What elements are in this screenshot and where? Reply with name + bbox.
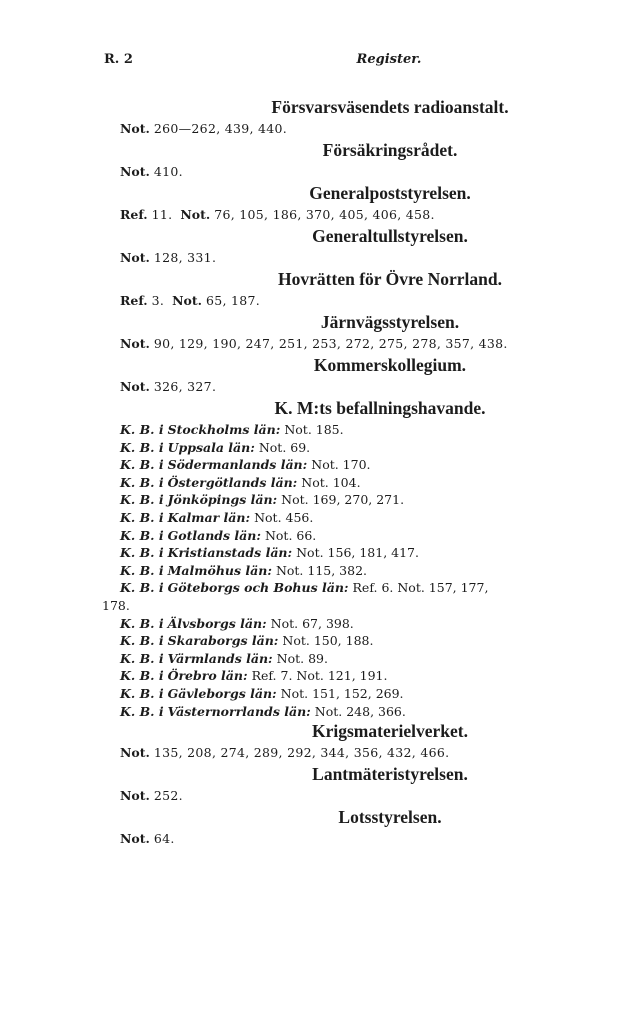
- county-prefix: K. B. i: [120, 668, 164, 684]
- reference-type: Not.: [120, 164, 150, 179]
- reference-type: Not.: [120, 788, 150, 804]
- county-references: Not. 115, 382.: [275, 562, 368, 578]
- reference-line: [120, 744, 600, 763]
- county-name: Värmlands län:: [167, 650, 273, 666]
- county-entry: [120, 491, 600, 509]
- register-content: [102, 96, 600, 849]
- county-prefix: K. B. i: [120, 422, 164, 437]
- section-heading: Hovrätten för Övre Norrland.: [278, 269, 502, 289]
- county-entry: [120, 439, 600, 457]
- county-name: Västernorrlands län:: [167, 703, 311, 719]
- county-prefix: K. B. i: [120, 474, 164, 490]
- reference-line: [120, 292, 600, 311]
- county-entry: [120, 544, 600, 562]
- county-references: Not. 185.: [284, 422, 344, 437]
- county-prefix: K. B. i: [120, 703, 164, 719]
- reference-line: [120, 335, 600, 354]
- county-prefix: K. B. i: [120, 492, 164, 508]
- county-prefix: K. B. i: [120, 527, 164, 543]
- county-references: Not. 151, 152, 269.: [280, 685, 404, 701]
- county-entry: [120, 667, 600, 685]
- reference-numbers: 64.: [153, 831, 175, 847]
- county-references: Ref. 6. Not. 157, 177,: [352, 580, 489, 596]
- page-header: [104, 52, 614, 72]
- reference-numbers: 11.: [151, 207, 173, 222]
- reference-numbers: 90, 129, 190, 247, 251, 253, 272, 275, 278, 357, 438.: [153, 336, 508, 351]
- section-heading: Lantmäteristyrelsen.: [312, 764, 468, 785]
- reference-type: Not.: [120, 250, 150, 265]
- reference-type: Not.: [120, 336, 150, 351]
- county-entry: [120, 562, 600, 580]
- reference-type: Not.: [120, 831, 150, 847]
- reference-type: Not.: [172, 293, 202, 308]
- register-section: [120, 96, 600, 139]
- county-references: Not. 150, 188.: [282, 633, 374, 649]
- county-references: Not. 69.: [258, 439, 311, 455]
- county-references: Not. 169, 270, 271.: [281, 492, 405, 508]
- county-references: Not. 456.: [254, 509, 314, 525]
- reference-type: Not.: [120, 121, 150, 136]
- reference-line: [120, 787, 600, 806]
- section-heading: Försvarsväsendets radioanstalt.: [271, 97, 509, 117]
- reference-numbers: 128, 331.: [153, 250, 217, 265]
- section-heading: Generalpoststyrelsen.: [309, 183, 471, 203]
- reference-line: [120, 378, 600, 397]
- reference-line: [120, 830, 600, 849]
- county-name: Kalmar län:: [167, 509, 251, 525]
- county-prefix: K. B. i: [120, 457, 164, 473]
- county-name: Skaraborgs län:: [167, 633, 279, 649]
- county-references: Not. 67, 398.: [270, 615, 354, 631]
- county-entry: [120, 703, 600, 721]
- register-section: [120, 806, 600, 849]
- register-section: [120, 139, 600, 182]
- county-references: Not. 66.: [264, 527, 317, 543]
- register-section: [120, 268, 600, 311]
- reference-numbers: 135, 208, 274, 289, 292, 344, 356, 432, 466.: [153, 745, 450, 761]
- reference-numbers: 252.: [153, 788, 183, 804]
- county-references: Not. 89.: [276, 650, 328, 666]
- register-section: [120, 763, 600, 806]
- reference-type: Ref.: [120, 207, 148, 222]
- sections-after: [120, 720, 600, 849]
- county-name: Gotlands län:: [167, 527, 261, 543]
- county-name: Östergötlands län:: [167, 474, 298, 490]
- reference-numbers: 410.: [153, 164, 183, 179]
- county-references-continued: 178.: [102, 597, 130, 613]
- county-entry: [120, 474, 600, 492]
- county-entry: [120, 421, 600, 439]
- county-entry: [120, 615, 600, 633]
- section-heading: K. M:ts befallningshavande.: [274, 398, 486, 418]
- section-heading: Järnvägsstyrelsen.: [320, 312, 460, 332]
- section-heading: Kommerskollegium.: [313, 355, 467, 375]
- county-prefix: K. B. i: [120, 650, 164, 666]
- county-prefix: K. B. i: [120, 439, 164, 455]
- county-entry: [120, 685, 600, 703]
- county-name: Gävleborgs län:: [167, 685, 277, 701]
- county-name: Stockholms län:: [167, 422, 281, 437]
- county-name: Uppsala län:: [167, 439, 255, 455]
- county-name: Örebro län:: [167, 668, 248, 684]
- county-prefix: K. B. i: [120, 562, 164, 578]
- county-prefix: K. B. i: [120, 545, 164, 561]
- reference-line: [120, 206, 600, 225]
- reference-numbers: 76, 105, 186, 370, 405, 406, 458.: [214, 207, 435, 222]
- reference-numbers: 3.: [151, 293, 165, 308]
- county-references: Not. 248, 366.: [314, 703, 406, 719]
- county-references: Ref. 7. Not. 121, 191.: [251, 668, 388, 684]
- county-prefix: K. B. i: [120, 580, 164, 596]
- reference-type: Not.: [180, 207, 211, 222]
- reference-type: Not.: [120, 379, 150, 394]
- county-name: Kristianstads län:: [167, 545, 293, 561]
- register-section: [120, 354, 600, 397]
- sections-before: [120, 96, 600, 397]
- county-prefix: K. B. i: [120, 685, 164, 701]
- page-number: R. 2: [104, 52, 133, 67]
- county-entry: [120, 579, 600, 597]
- reference-line: [120, 120, 600, 139]
- county-entry: [120, 509, 600, 527]
- reference-type: Ref.: [120, 293, 148, 308]
- county-name: Södermanlands län:: [167, 457, 308, 473]
- register-section: [120, 720, 600, 763]
- county-prefix: K. B. i: [120, 509, 164, 525]
- section-heading: Lotsstyrelsen.: [338, 807, 442, 828]
- county-entry: [120, 632, 600, 650]
- section-kmts-befallningshavande: [102, 397, 600, 720]
- reference-numbers: 260—262, 439, 440.: [153, 121, 288, 136]
- reference-line: [120, 163, 600, 182]
- county-name: Göteborgs och Bohus län:: [167, 580, 349, 596]
- reference-type: Not.: [120, 745, 150, 761]
- county-prefix: K. B. i: [120, 633, 164, 649]
- running-title: Register.: [356, 52, 422, 67]
- section-heading: Försäkringsrådet.: [322, 140, 458, 160]
- section-heading: Krigsmaterielverket.: [312, 721, 468, 742]
- county-list: [102, 421, 600, 720]
- reference-line: [120, 249, 600, 268]
- reference-numbers: 65, 187.: [205, 293, 261, 308]
- county-references: Not. 156, 181, 417.: [296, 545, 419, 561]
- county-entry: [120, 527, 600, 545]
- register-section: [120, 182, 600, 225]
- county-references: Not. 104.: [301, 474, 361, 490]
- county-name: Jönköpings län:: [167, 492, 278, 508]
- county-prefix: K. B. i: [120, 615, 164, 631]
- county-name: Malmöhus län:: [167, 562, 272, 578]
- county-name: Älvsborgs län:: [167, 615, 267, 631]
- county-references: Not. 170.: [311, 457, 371, 473]
- section-heading: Generaltullstyrelsen.: [312, 226, 468, 246]
- register-section: [120, 311, 600, 354]
- register-section: [120, 225, 600, 268]
- reference-numbers: 326, 327.: [153, 379, 217, 394]
- county-entry: [120, 456, 600, 474]
- county-entry: [120, 650, 600, 668]
